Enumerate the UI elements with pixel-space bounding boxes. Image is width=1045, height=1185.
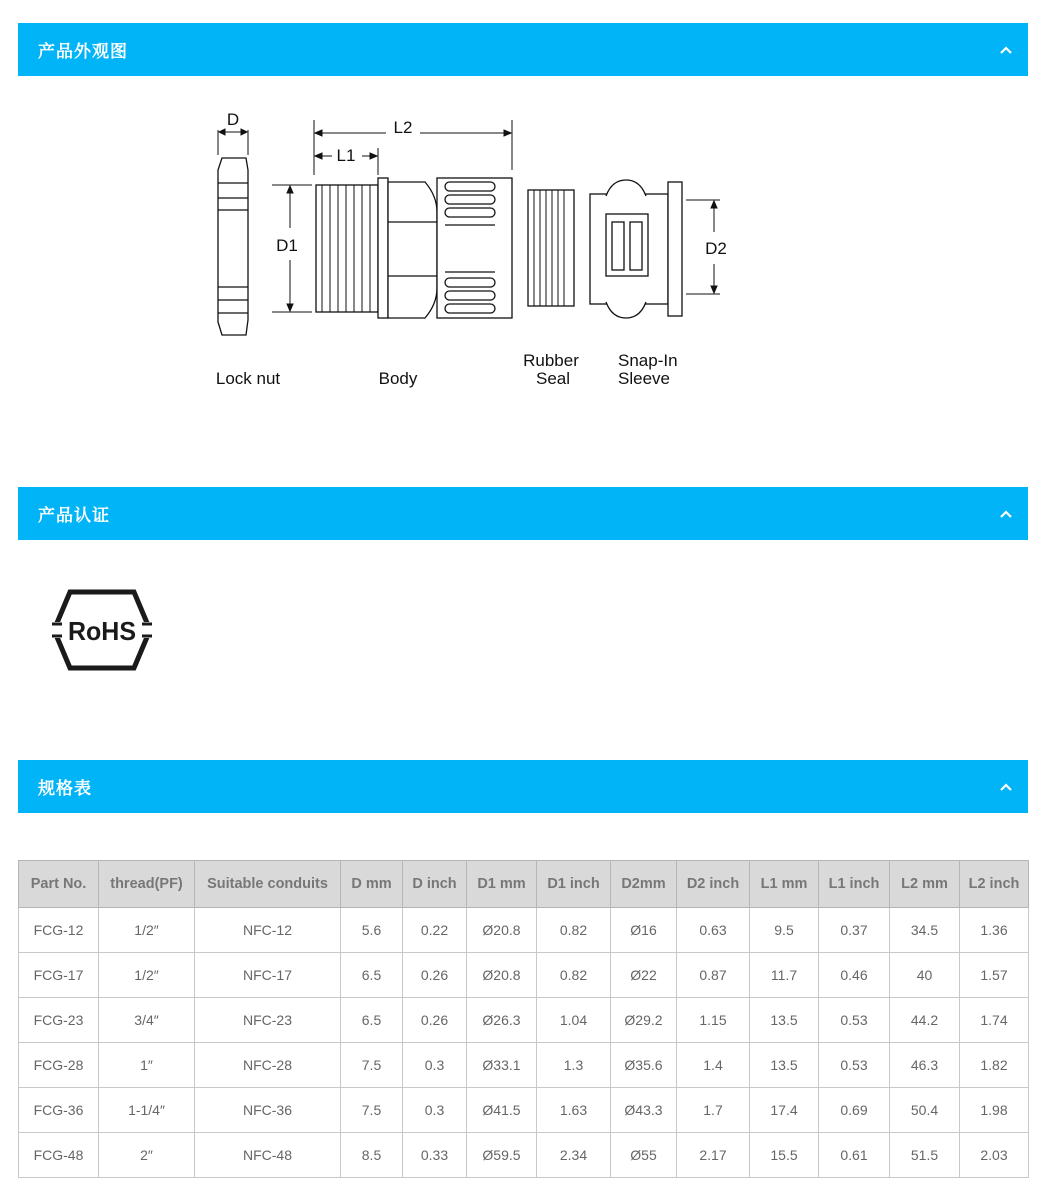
column-header: L1 inch	[819, 861, 890, 908]
part-label-rubber-line2: Seal	[535, 369, 571, 388]
table-cell: 2.34	[537, 1133, 611, 1178]
table-cell: 1.7	[677, 1088, 750, 1133]
table-cell: 2.03	[960, 1133, 1029, 1178]
table-cell: NFC-17	[195, 953, 341, 998]
table-cell: 50.4	[890, 1088, 960, 1133]
table-row	[19, 1043, 1029, 1088]
section-title: 规格表	[38, 779, 92, 798]
spec-table	[18, 860, 1029, 1178]
table-cell: 1.3	[537, 1043, 611, 1088]
table-cell: 15.5	[750, 1133, 819, 1178]
dim-label-l2: L2	[393, 118, 413, 137]
table-cell: 11.7	[750, 953, 819, 998]
table-cell: 7.5	[341, 1088, 403, 1133]
table-cell: 0.87	[677, 953, 750, 998]
table-cell: 0.26	[403, 953, 467, 998]
table-cell: FCG-28	[19, 1043, 99, 1088]
table-cell: 13.5	[750, 1043, 819, 1088]
table-cell: 1.74	[960, 998, 1029, 1043]
dim-label-d: D	[226, 110, 240, 129]
column-header: D mm	[341, 861, 403, 908]
table-cell: NFC-48	[195, 1133, 341, 1178]
table-cell: NFC-23	[195, 998, 341, 1043]
table-cell: FCG-12	[19, 908, 99, 953]
chevron-up-icon[interactable]	[998, 506, 1014, 522]
table-cell: 1.36	[960, 908, 1029, 953]
table-cell: 44.2	[890, 998, 960, 1043]
section-header-appearance[interactable]	[18, 23, 1028, 76]
table-cell: 0.61	[819, 1133, 890, 1178]
table-cell: Ø16	[611, 908, 677, 953]
table-cell: 9.5	[750, 908, 819, 953]
table-cell: 1.4	[677, 1043, 750, 1088]
table-cell: 0.63	[677, 908, 750, 953]
column-header: L2 mm	[890, 861, 960, 908]
section-title: 产品外观图	[38, 42, 128, 61]
table-cell: 46.3	[890, 1043, 960, 1088]
column-header: thread(PF)	[99, 861, 195, 908]
table-cell: Ø59.5	[467, 1133, 537, 1178]
table-cell: 0.37	[819, 908, 890, 953]
table-cell: 1.63	[537, 1088, 611, 1133]
section-header-certification[interactable]	[18, 487, 1028, 540]
table-cell: 2″	[99, 1133, 195, 1178]
table-cell: 1/2″	[99, 908, 195, 953]
table-cell: NFC-28	[195, 1043, 341, 1088]
table-cell: 0.53	[819, 998, 890, 1043]
part-label-locknut: Lock nut	[215, 369, 281, 388]
table-header-row	[19, 861, 1029, 908]
dim-label-d2: D2	[705, 239, 727, 258]
table-cell: 6.5	[341, 953, 403, 998]
table-cell: Ø26.3	[467, 998, 537, 1043]
part-label-sleeve-line1: Snap-In	[618, 351, 678, 370]
table-row	[19, 953, 1029, 998]
table-cell: 1.15	[677, 998, 750, 1043]
table-cell: 5.6	[341, 908, 403, 953]
column-header: D1 mm	[467, 861, 537, 908]
rohs-logo-text: RoHS	[68, 616, 136, 646]
part-label-sleeve-line2: Sleeve	[618, 369, 670, 388]
table-row	[19, 1088, 1029, 1133]
table-cell: 1.57	[960, 953, 1029, 998]
product-dimension-diagram	[200, 95, 740, 405]
chevron-up-icon[interactable]	[998, 42, 1014, 58]
table-cell: 1.04	[537, 998, 611, 1043]
table-cell: 8.5	[341, 1133, 403, 1178]
table-cell: NFC-36	[195, 1088, 341, 1133]
table-cell: 6.5	[341, 998, 403, 1043]
column-header: D inch	[403, 861, 467, 908]
section-header-spec[interactable]	[18, 760, 1028, 813]
table-cell: 13.5	[750, 998, 819, 1043]
table-cell: 51.5	[890, 1133, 960, 1178]
table-cell: 0.82	[537, 953, 611, 998]
dim-label-l1: L1	[336, 146, 356, 165]
table-cell: 2.17	[677, 1133, 750, 1178]
table-cell: Ø20.8	[467, 953, 537, 998]
table-cell: Ø35.6	[611, 1043, 677, 1088]
table-cell: 0.26	[403, 998, 467, 1043]
table-cell: Ø20.8	[467, 908, 537, 953]
part-label-rubber-line1: Rubber	[523, 351, 579, 370]
table-cell: 1-1/4″	[99, 1088, 195, 1133]
table-cell: 1″	[99, 1043, 195, 1088]
table-cell: 0.69	[819, 1088, 890, 1133]
column-header: L2 inch	[960, 861, 1029, 908]
table-row	[19, 998, 1029, 1043]
table-cell: 0.3	[403, 1088, 467, 1133]
table-cell: FCG-23	[19, 998, 99, 1043]
table-row	[19, 1133, 1029, 1178]
column-header: Part No.	[19, 861, 99, 908]
column-header: L1 mm	[750, 861, 819, 908]
table-cell: 34.5	[890, 908, 960, 953]
table-cell: 0.3	[403, 1043, 467, 1088]
table-cell: Ø22	[611, 953, 677, 998]
table-cell: 1.82	[960, 1043, 1029, 1088]
table-cell: FCG-36	[19, 1088, 99, 1133]
column-header: D2mm	[611, 861, 677, 908]
table-cell: 1.98	[960, 1088, 1029, 1133]
table-cell: 0.46	[819, 953, 890, 998]
table-cell: 1/2″	[99, 953, 195, 998]
table-cell: Ø55	[611, 1133, 677, 1178]
table-cell: 40	[890, 953, 960, 998]
table-cell: 0.82	[537, 908, 611, 953]
column-header: Suitable conduits	[195, 861, 341, 908]
table-cell: 0.22	[403, 908, 467, 953]
table-cell: 0.33	[403, 1133, 467, 1178]
table-cell: NFC-12	[195, 908, 341, 953]
chevron-up-icon[interactable]	[998, 779, 1014, 795]
table-cell: Ø41.5	[467, 1088, 537, 1133]
dim-label-d1: D1	[276, 236, 298, 255]
table-cell: 17.4	[750, 1088, 819, 1133]
table-row	[19, 908, 1029, 953]
column-header: D1 inch	[537, 861, 611, 908]
table-cell: 3/4″	[99, 998, 195, 1043]
table-cell: FCG-17	[19, 953, 99, 998]
table-cell: Ø29.2	[611, 998, 677, 1043]
table-cell: 7.5	[341, 1043, 403, 1088]
rohs-logo	[50, 588, 154, 672]
table-cell: 0.53	[819, 1043, 890, 1088]
section-title: 产品认证	[38, 506, 110, 525]
table-cell: FCG-48	[19, 1133, 99, 1178]
column-header: D2 inch	[677, 861, 750, 908]
part-label-body: Body	[378, 369, 418, 388]
table-cell: Ø43.3	[611, 1088, 677, 1133]
table-cell: Ø33.1	[467, 1043, 537, 1088]
